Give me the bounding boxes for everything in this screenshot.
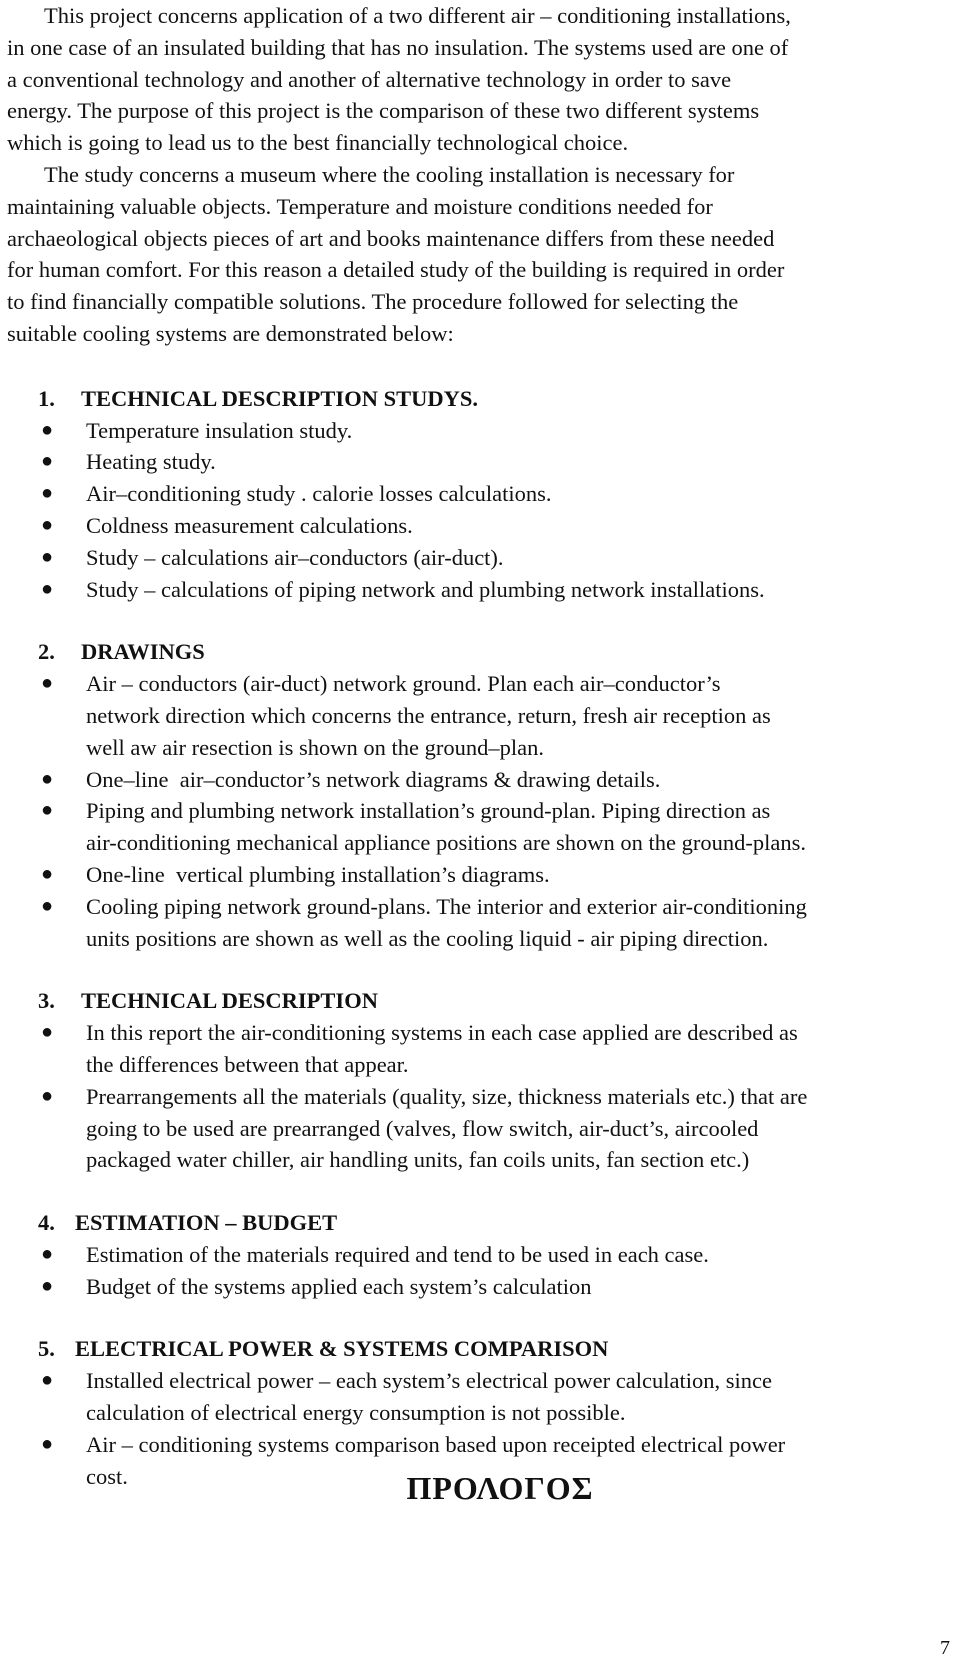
bullet-icon: ● bbox=[41, 1242, 54, 1265]
intro-line: in one case of an insulated building that has no insulation. The systems used are one of bbox=[7, 34, 789, 60]
bullet-icon: ● bbox=[41, 799, 54, 822]
bullet-list bbox=[7, 1017, 953, 1176]
bullet-icon: ● bbox=[41, 672, 54, 695]
bullet-list bbox=[7, 1239, 953, 1303]
list-item-text: One–line air–conductor’s network diagrams & drawing details. bbox=[86, 766, 661, 792]
list-item bbox=[7, 478, 953, 510]
bullet-icon: ● bbox=[41, 767, 54, 790]
list-item-text: air-conditioning mechanical appliance positions are shown on the ground-plans. bbox=[86, 830, 806, 856]
list-item-text: calculation of electrical energy consumption is not possible. bbox=[86, 1400, 626, 1426]
list-item bbox=[7, 446, 953, 478]
bullet-icon: ● bbox=[41, 545, 54, 568]
list-item-text: cost. bbox=[86, 1463, 128, 1489]
list-item-text: Air – conductors (air-duct) network ground. Plan each air–conductor’s bbox=[86, 671, 721, 697]
section-technical-description-studys bbox=[7, 383, 953, 606]
list-item-text: packaged water chiller, air handling units, fan coils units, fan section etc.) bbox=[86, 1147, 750, 1173]
page-number: 7 bbox=[940, 1637, 950, 1659]
bullet-icon: ● bbox=[41, 482, 54, 505]
list-item-text: Study – calculations air–conductors (air-duct). bbox=[86, 544, 504, 570]
list-item bbox=[7, 1081, 953, 1176]
list-item-text: units positions are shown as well as the cooling liquid - air piping direction. bbox=[86, 925, 769, 951]
list-item-text: Piping and plumbing network installation’s ground-plan. Piping direction as bbox=[86, 798, 771, 824]
list-item bbox=[7, 795, 953, 859]
list-item-text: Heating study. bbox=[86, 449, 216, 475]
section-number: 1. bbox=[38, 385, 55, 411]
list-item-text: Air–conditioning study . calorie losses calculations. bbox=[86, 481, 552, 507]
list-item-text: One-line vertical plumbing installation’s diagrams. bbox=[86, 861, 550, 887]
section-title: TECHNICAL DESCRIPTION STUDYS. bbox=[81, 385, 478, 411]
intro-line: for human comfort. For this reason a detailed study of the building is required in order bbox=[7, 257, 785, 283]
section-heading bbox=[38, 383, 953, 415]
intro-line: to find financially compatible solutions. The procedure followed for selecting the bbox=[7, 289, 739, 315]
list-item-text: Installed electrical power – each system’s electrical power calculation, since bbox=[86, 1368, 772, 1394]
section-number: 2. bbox=[38, 639, 55, 665]
list-item bbox=[7, 1365, 953, 1429]
list-item-text: Prearrangements all the materials (quality, size, thickness materials etc.) that are bbox=[86, 1083, 808, 1109]
section-heading bbox=[38, 1207, 953, 1239]
section-drawings bbox=[7, 636, 953, 954]
section-title: DRAWINGS bbox=[81, 639, 205, 665]
list-item bbox=[7, 891, 953, 955]
list-item bbox=[7, 510, 953, 542]
list-item-text: going to be used are prearranged (valves, flow switch, air-duct’s, aircooled bbox=[86, 1115, 759, 1141]
bullet-icon: ● bbox=[41, 418, 54, 441]
intro-line: This project concerns application of a two different air – conditioning installations, bbox=[44, 3, 791, 28]
intro-line: which is going to lead us to the best financially technological choice. bbox=[7, 130, 629, 156]
bullet-icon: ● bbox=[41, 1432, 54, 1455]
list-item-text: Estimation of the materials required and tend to be used in each case. bbox=[86, 1241, 709, 1267]
intro-line: archaeological objects pieces of art and books maintenance differs from these needed bbox=[7, 225, 775, 251]
list-item-text: In this report the air-conditioning systems in each case applied are described as bbox=[86, 1020, 798, 1046]
intro-line: a conventional technology and another of alternative technology in order to save bbox=[7, 66, 732, 92]
section-title: ESTIMATION – BUDGET bbox=[75, 1210, 338, 1236]
bullet-icon: ● bbox=[41, 894, 54, 917]
list-item bbox=[7, 1239, 953, 1271]
list-item-text: Budget of the systems applied each system’s calculation bbox=[86, 1273, 592, 1299]
section-number: 5. bbox=[38, 1336, 55, 1362]
list-item-text: network direction which concerns the entrance, return, fresh air reception as bbox=[86, 702, 771, 728]
list-item-text: well aw air resection is shown on the ground–plan. bbox=[86, 734, 545, 760]
bullet-icon: ● bbox=[41, 1021, 54, 1044]
bullet-icon: ● bbox=[41, 513, 54, 536]
section-number: 3. bbox=[38, 988, 55, 1014]
intro-line: The study concerns a museum where the cooling installation is necessary for bbox=[44, 161, 735, 187]
intro-paragraph bbox=[7, 0, 953, 350]
list-item bbox=[7, 542, 953, 574]
list-item-text: the differences between that appear. bbox=[86, 1051, 409, 1077]
bullet-list bbox=[7, 668, 953, 954]
list-item bbox=[7, 859, 953, 891]
list-item bbox=[7, 764, 953, 796]
intro-line: suitable cooling systems are demonstrated below: bbox=[7, 320, 454, 346]
bullet-icon: ● bbox=[41, 577, 54, 600]
greek-heading-prologue: ΠΡΟΛΟΓΟΣ bbox=[406, 1470, 594, 1506]
section-heading bbox=[38, 985, 953, 1017]
list-item bbox=[7, 1271, 953, 1303]
list-item-text: Temperature insulation study. bbox=[86, 417, 353, 443]
section-technical-description bbox=[7, 985, 953, 1176]
section-heading bbox=[38, 636, 953, 668]
section-estimation-budget bbox=[7, 1207, 953, 1302]
bullet-icon: ● bbox=[41, 450, 54, 473]
list-item bbox=[7, 668, 953, 763]
bullet-list bbox=[7, 415, 953, 606]
section-number: 4. bbox=[38, 1210, 55, 1236]
intro-line: maintaining valuable objects. Temperature and moisture conditions needed for bbox=[7, 193, 713, 219]
bullet-icon: ● bbox=[41, 1274, 54, 1297]
bullet-icon: ● bbox=[41, 1084, 54, 1107]
list-item-text: Cooling piping network ground-plans. The interior and exterior air-conditioning bbox=[86, 893, 807, 919]
list-item-text: Coldness measurement calculations. bbox=[86, 512, 413, 538]
bullet-icon: ● bbox=[41, 862, 54, 885]
section-heading bbox=[38, 1333, 953, 1365]
section-electrical-power-comparison bbox=[7, 1333, 953, 1492]
list-item bbox=[7, 415, 953, 447]
list-item bbox=[7, 1017, 953, 1081]
intro-line: energy. The purpose of this project is the comparison of these two different systems bbox=[7, 98, 760, 124]
list-item-text: Study – calculations of piping network and plumbing network installations. bbox=[86, 576, 765, 602]
bullet-icon: ● bbox=[41, 1369, 54, 1392]
list-item bbox=[7, 574, 953, 606]
document-page bbox=[7, 0, 953, 1492]
section-title: TECHNICAL DESCRIPTION bbox=[81, 988, 378, 1014]
section-title: ELECTRICAL POWER & SYSTEMS COMPARISON bbox=[75, 1336, 609, 1362]
list-item-text: Air – conditioning systems comparison based upon receipted electrical power bbox=[86, 1431, 786, 1457]
